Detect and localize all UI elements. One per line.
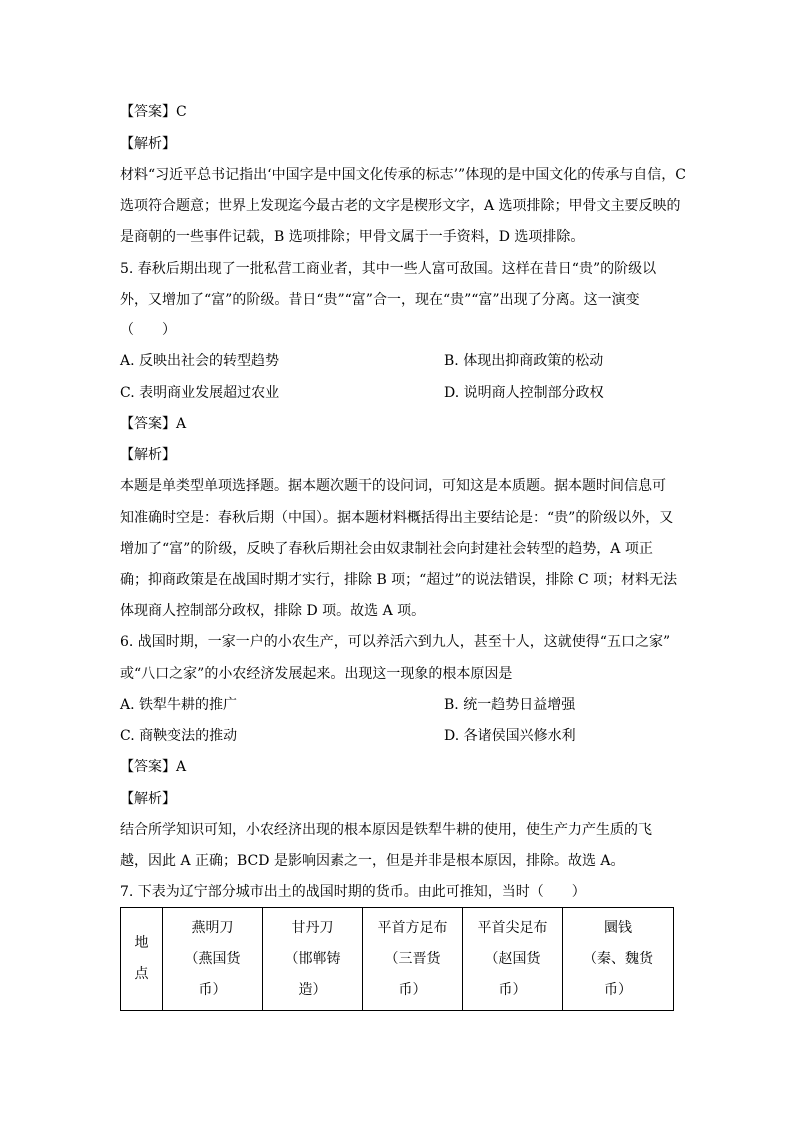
q6-stem-line-2: 或“八口之家”的小农经济发展起来。出现这一现象的根本原因是 (120, 666, 513, 682)
currency-origin: 币） (398, 981, 427, 998)
q5-stem-line-1: 5. 春秋后期出现了一批私营工商业者，其中一些人富可敌国。这样在昔日“贵”的阶级以 (120, 261, 657, 277)
q6-analysis-line-2: 越，因此 A 正确；BCD 是影响因素之一，但是并非是根本原因，排除。故选 A。 (120, 853, 625, 869)
q5-option-b[interactable]: B. 体现出抑商政策的松动 (444, 353, 604, 369)
currency-origin: （燕国货 (184, 950, 241, 967)
q6-answer: 【答案】A (120, 759, 187, 775)
q4-analysis-line-3: 是商朝的一些事件记载，B 选项排除；甲骨文属于一手资料，D 选项排除。 (120, 229, 585, 245)
currency-origin: （赵国货 (484, 950, 541, 967)
currency-origin: 币） (604, 981, 632, 998)
q5-stem-line-2: 外，又增加了“富”的阶级。昔日“贵”“富”合一，现在“贵”“富”出现了分离。这一演变 (120, 292, 640, 308)
q5-analysis-label: 【解析】 (120, 447, 176, 463)
q6-analysis-label: 【解析】 (120, 791, 176, 807)
q4-answer: 【答案】C (120, 104, 187, 120)
q5-option-a[interactable]: A. 反映出社会的转型趋势 (120, 353, 280, 369)
currency-origin: 币） (498, 981, 527, 998)
q7-stem: 7. 下表为辽宁部分城市出土的战国时期的货币。由此可推知，当时（ ） (120, 884, 586, 900)
currency-name: 圜钱 (604, 919, 632, 936)
currency-cell-round-coin (563, 908, 674, 1011)
q6-option-d[interactable]: D. 各诸侯国兴修水利 (444, 728, 576, 744)
q5-option-c[interactable]: C. 表明商业发展超过农业 (120, 385, 280, 401)
location-header-cell (121, 908, 163, 1011)
currency-cell-pointed-foot-spade (463, 908, 563, 1011)
q5-analysis-line-3: 增加了“富”的阶级，反映了春秋后期社会由奴隶制社会向封建社会转型的趋势，A 项正 (120, 541, 653, 557)
header-text: 点 (134, 966, 149, 982)
q5-answer: 【答案】A (120, 416, 187, 432)
header-text: 地 (134, 935, 149, 951)
q5-stem-line-3: （ ） (120, 322, 176, 338)
currency-cell-square-foot-spade (363, 908, 463, 1011)
q5-analysis-line-5: 体现商人控制部分政权，排除 D 项。故选 A 项。 (120, 603, 426, 619)
q5-analysis-line-4: 确；抑商政策是在战国时期才实行，排除 B 项；“超过”的说法错误，排除 C 项；材料无法 (120, 572, 678, 588)
q5-analysis-line-1: 本题是单类型单项选择题。据本题次题干的设问词，可知这是本质题。据本题时间信息可 (120, 478, 666, 494)
currency-cell-yan-ming-dao (163, 908, 263, 1011)
currency-origin: 币） (198, 981, 227, 998)
currency-origin: （秦、魏货 (583, 950, 653, 967)
currency-origin: 造） (298, 981, 327, 998)
currency-origin: （邯郸铸 (284, 950, 341, 967)
currency-name: 平首尖足布 (477, 919, 548, 936)
currency-name: 平首方足布 (377, 919, 448, 936)
currency-cell-gan-dan-dao (263, 908, 363, 1011)
table-row (121, 908, 674, 1011)
currency-name: 甘丹刀 (291, 919, 334, 936)
q5-analysis-line-2: 知准确时空是：春秋后期（中国）。据本题材料概括得出主要结论是：“贵”的阶级以外，又 (120, 510, 674, 526)
q6-analysis-line-1: 结合所学知识可知，小农经济出现的根本原因是铁犁牛耕的使用，使生产力产生质的飞 (120, 822, 652, 838)
currency-origin: （三晋货 (384, 950, 441, 967)
q6-option-c[interactable]: C. 商鞅变法的推动 (120, 728, 238, 744)
q4-analysis-label: 【解析】 (120, 136, 176, 152)
q6-option-b[interactable]: B. 统一趋势日益增强 (444, 697, 576, 713)
currency-name: 燕明刀 (191, 919, 234, 936)
q6-stem-line-1: 6. 战国时期，一家一户的小农生产，可以养活六到九人，甚至十人，这就使得“五口之家” (120, 634, 671, 650)
currency-table (120, 907, 674, 1011)
q5-option-d[interactable]: D. 说明商人控制部分政权 (444, 385, 604, 401)
q6-option-a[interactable]: A. 铁犁牛耕的推广 (120, 697, 238, 713)
q4-analysis-line-2: 选项符合题意；世界上发现迄今最古老的文字是楔形文字，A 选项排除；甲骨文主要反映的 (120, 198, 681, 214)
q4-analysis-line-1: 材料“习近平总书记指出‘中国字是中国文化传承的标志’”体现的是中国文化的传承与自信，C (120, 167, 686, 183)
